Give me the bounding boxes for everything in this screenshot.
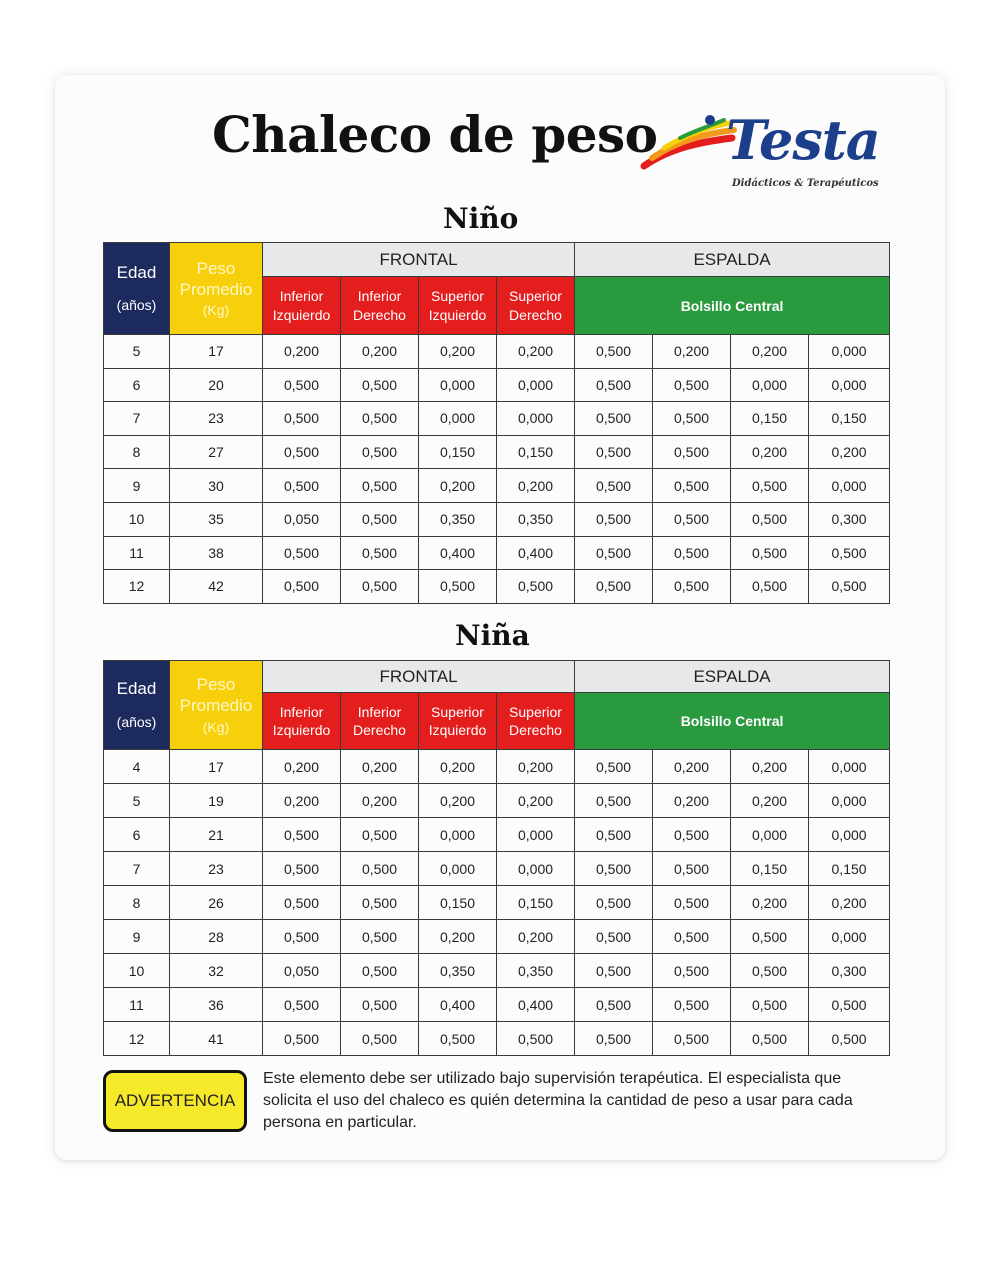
cell-value: 0,500 [731,502,809,536]
cell-edad: 12 [104,1022,170,1056]
cell-value: 0,500 [575,750,653,784]
section-title-nino: Niño [443,202,519,235]
cell-value: 0,200 [419,469,497,503]
cell-value: 0,200 [731,784,809,818]
cell-value: 0,500 [653,1022,731,1056]
cell-value: 0,300 [809,954,890,988]
logo-name: Testa [726,108,880,172]
cell-edad: 6 [104,368,170,402]
cell-peso: 21 [170,818,263,852]
cell-value: 0,500 [341,954,419,988]
cell-peso: 42 [170,570,263,604]
cell-value: 0,500 [653,570,731,604]
cell-value: 0,500 [731,536,809,570]
weights-table-nino [103,242,890,604]
cell-value: 0,500 [263,818,341,852]
table-row [104,886,890,920]
cell-value: 0,500 [341,469,419,503]
cell-value: 0,500 [653,368,731,402]
cell-value: 0,200 [341,784,419,818]
cell-value: 0,500 [575,988,653,1022]
cell-value: 0,350 [419,502,497,536]
cell-value: 0,500 [263,988,341,1022]
cell-peso: 26 [170,886,263,920]
table-row [104,335,890,369]
cell-value: 0,200 [263,335,341,369]
cell-edad: 4 [104,750,170,784]
cell-value: 0,000 [497,368,575,402]
page-title: Chaleco de peso [212,105,658,164]
cell-value: 0,000 [497,852,575,886]
cell-value: 0,500 [263,402,341,436]
cell-value: 0,500 [341,536,419,570]
cell-value: 0,500 [575,920,653,954]
cell-value: 0,200 [497,335,575,369]
cell-value: 0,000 [809,335,890,369]
cell-value: 0,150 [419,435,497,469]
cell-value: 0,150 [497,435,575,469]
warning-badge: ADVERTENCIA [103,1070,247,1132]
cell-value: 0,500 [575,435,653,469]
cell-peso: 23 [170,402,263,436]
header-edad: Edad (años) [104,243,170,335]
cell-peso: 20 [170,368,263,402]
cell-value: 0,200 [809,886,890,920]
cell-peso: 35 [170,502,263,536]
cell-value: 0,500 [263,852,341,886]
cell-value: 0,500 [653,469,731,503]
cell-value: 0,500 [341,435,419,469]
cell-value: 0,000 [419,818,497,852]
cell-value: 0,350 [497,502,575,536]
cell-edad: 8 [104,435,170,469]
cell-peso: 32 [170,954,263,988]
cell-value: 0,500 [809,536,890,570]
cell-value: 0,500 [341,852,419,886]
weights-table-nina [103,660,890,1056]
cell-edad: 10 [104,954,170,988]
header-inferior-izquierdo: Inferior Izquierdo [263,693,341,750]
cell-value: 0,000 [419,402,497,436]
header-bolsillo-central: Bolsillo Central [575,277,890,335]
cell-value: 0,200 [263,784,341,818]
cell-value: 0,500 [653,502,731,536]
cell-value: 0,200 [731,335,809,369]
header-inferior-derecho: Inferior Derecho [341,693,419,750]
cell-value: 0,500 [419,1022,497,1056]
cell-value: 0,200 [419,335,497,369]
cell-value: 0,500 [575,368,653,402]
cell-value: 0,500 [497,570,575,604]
warning-text: Este elemento debe ser utilizado bajo supervisión terapéutica. El especialista que solicita el uso del chaleco es quién determina la cantidad de peso a usar para cada persona en particular. [263,1070,853,1131]
cell-value: 0,050 [263,954,341,988]
cell-value: 0,500 [731,988,809,1022]
cell-value: 0,150 [809,852,890,886]
cell-value: 0,000 [731,368,809,402]
table-row [104,852,890,886]
cell-value: 0,500 [575,784,653,818]
cell-value: 0,500 [809,570,890,604]
cell-value: 0,200 [341,335,419,369]
cell-value: 0,500 [731,570,809,604]
cell-value: 0,500 [341,818,419,852]
cell-value: 0,000 [809,920,890,954]
cell-value: 0,500 [731,954,809,988]
table-row [104,784,890,818]
cell-value: 0,400 [419,536,497,570]
cell-value: 0,500 [575,954,653,988]
cell-value: 0,000 [497,818,575,852]
cell-value: 0,500 [653,818,731,852]
cell-peso: 17 [170,335,263,369]
cell-value: 0,200 [419,920,497,954]
cell-edad: 9 [104,920,170,954]
header-superior-izquierdo: Superior Izquierdo [419,693,497,750]
table-row [104,435,890,469]
cell-value: 0,500 [263,886,341,920]
header-bolsillo-central: Bolsillo Central [575,693,890,750]
swoosh-icon [640,108,740,178]
header-frontal: FRONTAL [263,661,575,693]
cell-value: 0,500 [653,852,731,886]
table-row [104,988,890,1022]
cell-value: 0,200 [653,335,731,369]
cell-value: 0,500 [653,402,731,436]
cell-value: 0,500 [263,536,341,570]
cell-peso: 36 [170,988,263,1022]
cell-value: 0,500 [341,570,419,604]
cell-value: 0,400 [497,536,575,570]
cell-value: 0,500 [653,920,731,954]
header-espalda: ESPALDA [575,661,890,693]
cell-value: 0,200 [731,435,809,469]
cell-value: 0,150 [497,886,575,920]
cell-value: 0,500 [263,368,341,402]
cell-value: 0,200 [419,750,497,784]
cell-value: 0,400 [419,988,497,1022]
logo-tagline: Didácticos & Terapéuticos [732,178,879,189]
cell-edad: 7 [104,402,170,436]
cell-value: 0,500 [341,402,419,436]
cell-value: 0,500 [731,1022,809,1056]
table-row [104,570,890,604]
cell-value: 0,000 [809,750,890,784]
cell-value: 0,500 [419,570,497,604]
cell-peso: 23 [170,852,263,886]
cell-value: 0,200 [497,920,575,954]
table-row [104,920,890,954]
cell-value: 0,000 [809,818,890,852]
cell-edad: 9 [104,469,170,503]
cell-peso: 41 [170,1022,263,1056]
cell-value: 0,500 [653,435,731,469]
cell-value: 0,500 [575,1022,653,1056]
cell-edad: 8 [104,886,170,920]
cell-value: 0,000 [419,852,497,886]
cell-value: 0,200 [419,784,497,818]
cell-peso: 30 [170,469,263,503]
testa-logo [640,108,880,198]
cell-value: 0,500 [497,1022,575,1056]
header-espalda: ESPALDA [575,243,890,277]
header-superior-derecho: Superior Derecho [497,693,575,750]
cell-value: 0,500 [575,818,653,852]
cell-value: 0,350 [419,954,497,988]
cell-value: 0,500 [341,1022,419,1056]
table-row [104,469,890,503]
header-frontal: FRONTAL [263,243,575,277]
cell-value: 0,500 [653,886,731,920]
cell-value: 0,050 [263,502,341,536]
cell-value: 0,500 [809,988,890,1022]
cell-peso: 38 [170,536,263,570]
cell-value: 0,000 [809,784,890,818]
header-superior-izquierdo: Superior Izquierdo [419,277,497,335]
cell-value: 0,500 [263,435,341,469]
cell-value: 0,500 [263,920,341,954]
cell-value: 0,200 [263,750,341,784]
cell-value: 0,500 [575,469,653,503]
cell-value: 0,000 [419,368,497,402]
header-peso: Peso Promedio (Kg) [170,661,263,750]
table-row [104,502,890,536]
cell-value: 0,150 [419,886,497,920]
cell-peso: 17 [170,750,263,784]
cell-value: 0,500 [653,536,731,570]
cell-value: 0,500 [263,1022,341,1056]
cell-value: 0,500 [575,502,653,536]
cell-value: 0,500 [575,570,653,604]
cell-value: 0,150 [809,402,890,436]
header-peso: Peso Promedio (Kg) [170,243,263,335]
cell-value: 0,500 [575,402,653,436]
cell-value: 0,500 [809,1022,890,1056]
cell-value: 0,500 [731,469,809,503]
header-inferior-izquierdo: Inferior Izquierdo [263,277,341,335]
table-row [104,818,890,852]
cell-value: 0,200 [653,784,731,818]
cell-value: 0,500 [575,886,653,920]
cell-edad: 10 [104,502,170,536]
cell-value: 0,300 [809,502,890,536]
cell-peso: 27 [170,435,263,469]
cell-value: 0,200 [731,886,809,920]
section-title-nina: Niña [455,619,530,652]
cell-value: 0,000 [809,368,890,402]
table-row [104,750,890,784]
header-edad: Edad (años) [104,661,170,750]
header-superior-derecho: Superior Derecho [497,277,575,335]
table-row [104,402,890,436]
cell-value: 0,200 [731,750,809,784]
cell-value: 0,150 [731,852,809,886]
table-row [104,536,890,570]
cell-value: 0,500 [341,920,419,954]
cell-edad: 7 [104,852,170,886]
table-row [104,1022,890,1056]
cell-value: 0,200 [497,784,575,818]
cell-value: 0,200 [809,435,890,469]
cell-edad: 5 [104,335,170,369]
cell-value: 0,150 [731,402,809,436]
cell-peso: 28 [170,920,263,954]
cell-value: 0,500 [731,920,809,954]
cell-value: 0,500 [575,852,653,886]
cell-value: 0,200 [497,469,575,503]
cell-value: 0,200 [497,750,575,784]
cell-value: 0,350 [497,954,575,988]
cell-value: 0,500 [341,886,419,920]
cell-edad: 11 [104,536,170,570]
cell-edad: 12 [104,570,170,604]
cell-value: 0,500 [263,570,341,604]
cell-value: 0,500 [575,335,653,369]
cell-value: 0,500 [263,469,341,503]
header-inferior-derecho: Inferior Derecho [341,277,419,335]
cell-value: 0,500 [341,502,419,536]
cell-value: 0,000 [731,818,809,852]
cell-edad: 11 [104,988,170,1022]
cell-value: 0,000 [809,469,890,503]
cell-value: 0,500 [575,536,653,570]
cell-value: 0,200 [653,750,731,784]
cell-peso: 19 [170,784,263,818]
table-row [104,954,890,988]
cell-edad: 6 [104,818,170,852]
cell-value: 0,400 [497,988,575,1022]
cell-value: 0,500 [341,368,419,402]
cell-value: 0,500 [653,988,731,1022]
cell-value: 0,200 [341,750,419,784]
cell-edad: 5 [104,784,170,818]
cell-value: 0,000 [497,402,575,436]
cell-value: 0,500 [341,988,419,1022]
table-row [104,368,890,402]
cell-value: 0,500 [653,954,731,988]
